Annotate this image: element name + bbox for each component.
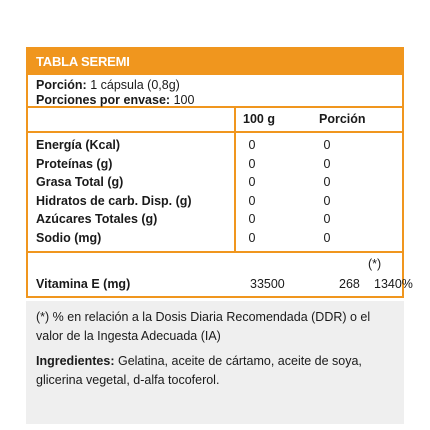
nutrient-name: Hidratos de carb. Disp. (g) (36, 193, 192, 208)
nutrient-name: Proteínas (g) (36, 156, 113, 171)
nutrient-value-100g: 0 (248, 138, 256, 152)
nutrient-row (28, 155, 402, 174)
nutrient-list (28, 133, 402, 253)
nutrient-value-portion: 0 (323, 212, 331, 226)
nutrient-value-portion: 0 (323, 193, 331, 208)
footer-notes (26, 301, 404, 424)
column-header-row (28, 108, 402, 133)
footnote-text: (*) % en relación a la Dosis Diaria Recomendada (DDR) o el valor de la Ingesta Adecuada (IA) (36, 310, 371, 343)
nutrient-value-100g: 0 (248, 156, 256, 171)
nutrient-value-portion: 0 (323, 175, 331, 189)
vitamin-percent-ddr: 1340% (374, 277, 413, 291)
vitamin-value-portion: 268 (339, 277, 360, 291)
ingredients-block (36, 352, 394, 389)
nutrient-name: Azúcares Totales (g) (36, 212, 158, 226)
nutrient-row (28, 192, 402, 211)
table-title: TABLA SEREMI (28, 49, 402, 75)
column-header-portion: Porción (319, 112, 366, 126)
vitamin-row (28, 253, 413, 296)
column-header-100g: 100 g (243, 112, 275, 126)
vitamin-note-marker: (*) (368, 257, 382, 271)
servings-value: 100 (173, 93, 195, 107)
nutrient-value-portion: 0 (323, 230, 331, 245)
nutrient-row (28, 229, 402, 248)
nutrient-value-100g: 0 (248, 175, 256, 189)
nutrient-value-100g: 0 (248, 212, 256, 226)
nutrient-name: Grasa Total (g) (36, 175, 124, 189)
nutrient-name: Energía (Kcal) (36, 138, 121, 152)
vitamin-value-100g: 33500 (250, 277, 285, 291)
ingredients-label: Ingredientes: (36, 354, 115, 368)
nutrient-value-portion: 0 (323, 156, 331, 171)
portion-value: 1 cápsula (0,8g) (90, 78, 180, 92)
portion-label: Porción: (36, 78, 87, 92)
servings-label: Porciones por envase: (36, 93, 171, 107)
nutrient-value-100g: 0 (248, 230, 256, 245)
nutrient-row (28, 210, 402, 229)
nutrient-row (28, 173, 402, 192)
ingredients-text: Gelatina, aceite de cártamo, aceite de soya, glicerina vegetal, d-alfa tocoferol. (36, 354, 362, 387)
vitamin-name: Vitamina E (mg) (36, 277, 131, 291)
nutrient-name: Sodio (mg) (36, 230, 102, 245)
nutrient-value-portion: 0 (323, 138, 331, 152)
portion-info (28, 75, 402, 108)
nutrient-value-100g: 0 (248, 193, 256, 208)
nutrition-table (26, 47, 413, 298)
column-divider (234, 108, 236, 131)
portion-line (36, 78, 394, 93)
nutrient-row (28, 136, 402, 155)
servings-line (36, 93, 394, 108)
